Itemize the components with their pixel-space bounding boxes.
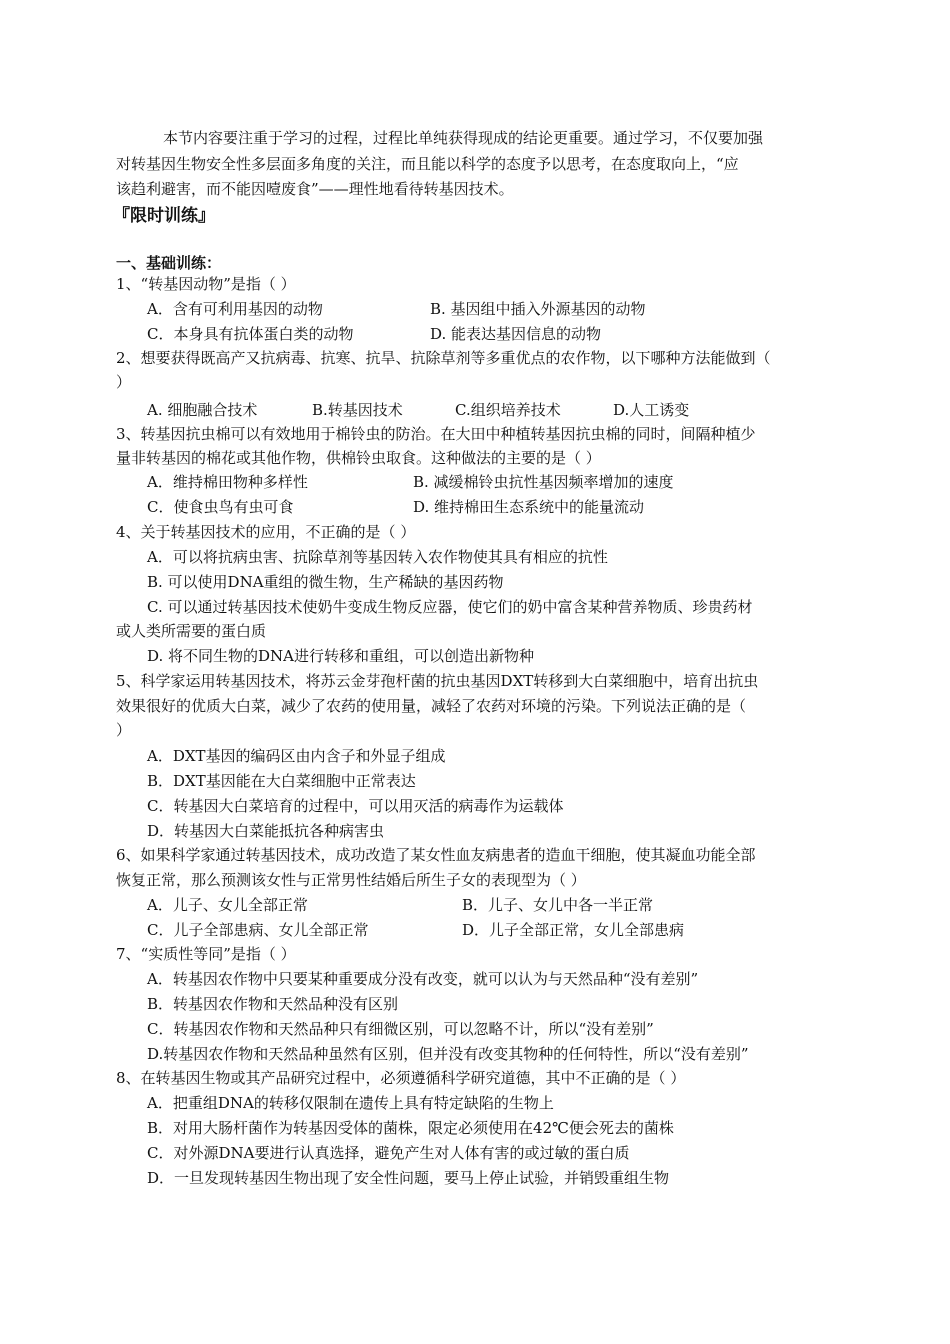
option-c-continued: 或人类所需要的蛋白质 xyxy=(116,622,267,640)
option-c: C. 可以通过转基因技术使奶牛变成生物反应器，使它们的奶中富含某种营养物质、珍贵药材 xyxy=(147,598,753,616)
option-d: D．转基因大白菜能抵抗各种病害虫 xyxy=(147,822,385,840)
question-stem: 1、“转基因动物”是指（ ） xyxy=(116,275,296,293)
option-b: B.转基因技术 xyxy=(312,401,403,419)
option-c: C．转基因大白菜培育的过程中，可以用灭活的病毒作为运载体 xyxy=(147,797,564,815)
question-stem: 2、想要获得既高产又抗病毒、抗寒、抗旱、抗除草剂等多重优点的农作物，以下哪种方法能做到（ xyxy=(116,349,771,367)
option-a: A．维持棉田物种多样性 xyxy=(147,473,308,491)
option-c: C．儿子全部患病、女儿全部正常 xyxy=(147,921,369,939)
question-stem: 7、“实质性等同”是指（ ） xyxy=(116,945,296,963)
option-d: D.转基因农作物和天然品种虽然有区别，但并没有改变其物种的任何特性，所以“没有差别” xyxy=(147,1045,749,1063)
question-stem: ） xyxy=(116,721,132,739)
option-d: D. 维持棉田生态系统中的能量流动 xyxy=(413,498,645,516)
question-stem: 6、如果科学家通过转基因技术，成功改造了某女性血友病患者的造血干细胞，使其凝血功能全部 xyxy=(116,846,756,864)
option-a: A．儿子、女儿全部正常 xyxy=(147,896,308,914)
option-b: B. 可以使用DNA重组的微生物，生产稀缺的基因药物 xyxy=(147,573,504,591)
option-d: D.人工诱变 xyxy=(613,401,690,419)
question-stem: 效果很好的优质大白菜，减少了农药的使用量，减轻了农药对环境的污染。下列说法正确的是（ xyxy=(116,697,747,715)
option-c: C．转基因农作物和天然品种只有细微区别，可以忽略不计，所以“没有差别” xyxy=(147,1020,654,1038)
option-c: C．对外源DNA要进行认真选择，避免产生对人体有害的或过敏的蛋白质 xyxy=(147,1144,630,1162)
question-stem: 8、在转基因生物或其产品研究过程中，必须遵循科学研究道德，其中不正确的是（ ） xyxy=(116,1069,686,1087)
option-a: A．转基因农作物中只要某种重要成分没有改变，就可以认为与天然品种“没有差别” xyxy=(147,970,699,988)
option-b: B．对用大肠杆菌作为转基因受体的菌株，限定必须使用在42℃便会死去的菌株 xyxy=(147,1119,674,1137)
question-stem: 4、关于转基因技术的应用，不正确的是（ ） xyxy=(116,523,416,541)
option-c: C．使食虫鸟有虫可食 xyxy=(147,498,294,516)
option-d: D. 能表达基因信息的动物 xyxy=(430,325,602,343)
option-d: D．一旦发现转基因生物出现了安全性问题，要马上停止试验，并销毁重组生物 xyxy=(147,1169,670,1187)
option-a: A．含有可利用基因的动物 xyxy=(147,300,323,318)
option-b: B. 基因组中插入外源基因的动物 xyxy=(430,300,646,318)
question-stem: 3、转基因抗虫棉可以有效地用于棉铃虫的防治。在大田中种植转基因抗虫棉的同时，间隔种植少 xyxy=(116,425,756,443)
intro-line: 对转基因生物安全性多层面多角度的关注，而且能以科学的态度予以思考，在态度取向上，“应 xyxy=(116,155,739,173)
option-b: B. 减缓棉铃虫抗性基因频率增加的速度 xyxy=(413,473,674,491)
option-c: C.组织培养技术 xyxy=(455,401,561,419)
question-stem: ） xyxy=(116,373,132,391)
option-a: A．把重组DNA的转移仅限制在遗传上具有特定缺陷的生物上 xyxy=(147,1094,554,1112)
option-d: D. 将不同生物的DNA进行转移和重组，可以创造出新物种 xyxy=(147,647,535,665)
option-b: B．DXT基因能在大白菜细胞中正常表达 xyxy=(147,772,416,790)
intro-line: 本节内容要注重于学习的过程，过程比单纯获得现成的结论更重要。通过学习，不仅要加强 xyxy=(163,129,764,147)
question-stem: 恢复正常，那么预测该女性与正常男性结婚后所生子女的表现型为（ ） xyxy=(116,871,586,889)
option-a: A．可以将抗病虫害、抗除草剂等基因转入农作物使其具有相应的抗性 xyxy=(147,548,608,566)
subsection-title: 一、基础训练： xyxy=(116,254,222,272)
option-c: C．本身具有抗体蛋白类的动物 xyxy=(147,325,354,343)
option-b: B．儿子、女儿中各一半正常 xyxy=(462,896,654,914)
option-a: A．DXT基因的编码区由内含子和外显子组成 xyxy=(147,747,446,765)
intro-line: 该趋利避害，而不能因噎废食”——理性地看待转基因技术。 xyxy=(116,180,514,198)
question-stem: 5、科学家运用转基因技术，将苏云金芽孢杆菌的抗虫基因DXT转移到大白菜细胞中，培育出抗虫 xyxy=(116,672,759,690)
question-stem: 量非转基因的棉花或其他作物，供棉铃虫取食。这种做法的主要的是（ ） xyxy=(116,449,601,467)
section-title: 『限时训练』 xyxy=(113,206,215,226)
option-d: D．儿子全部正常，女儿全部患病 xyxy=(462,921,685,939)
option-b: B．转基因农作物和天然品种没有区别 xyxy=(147,995,399,1013)
option-a: A. 细胞融合技术 xyxy=(147,401,258,419)
